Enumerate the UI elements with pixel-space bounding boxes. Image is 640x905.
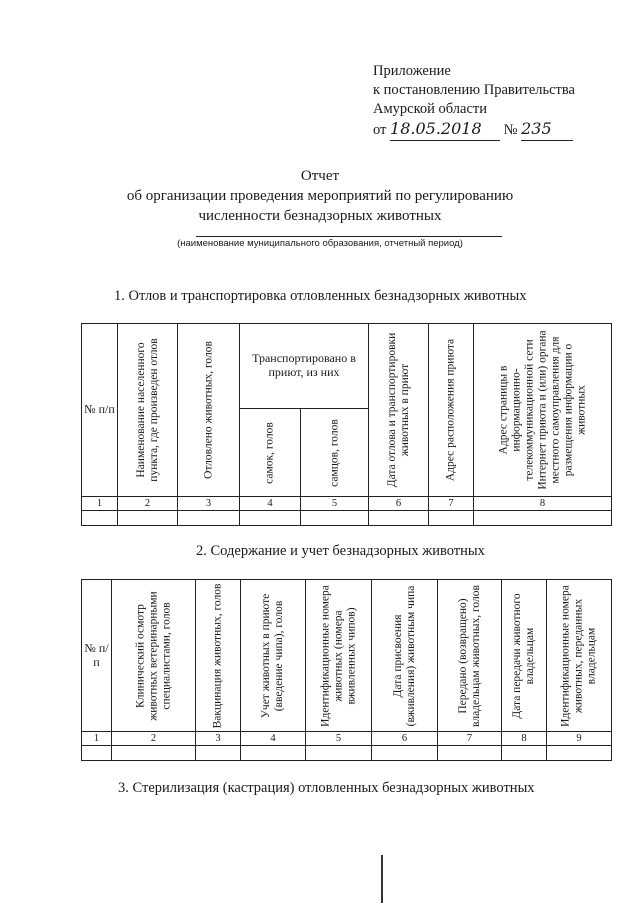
- section2-table: [81, 579, 612, 761]
- section2-heading: 2. Содержание и учет безнадзорных животных: [196, 543, 485, 559]
- s1-header-transported: Транспортировано в приют, из них: [240, 324, 369, 409]
- s1-num-8: 8: [474, 497, 612, 511]
- number-value: 235: [521, 119, 552, 138]
- s1-header-no: № п/п: [82, 324, 118, 497]
- appendix-line-3: Амурской области: [373, 101, 487, 117]
- s2-num-4: 4: [241, 732, 306, 746]
- s2-header-vacc: Вакцинация животных, голов: [196, 580, 241, 732]
- s1-header-locality: Наименование населенного пункта, где произведен отлов: [118, 324, 178, 497]
- s2-num-9: 9: [547, 732, 612, 746]
- s1-num-5: 5: [301, 497, 369, 511]
- s1-header-females: самцов, голов: [301, 409, 369, 497]
- s1-num-6: 6: [369, 497, 429, 511]
- s1-header-date: Дата отлова и транспортировки животных в приют: [369, 324, 429, 497]
- underline-caption: (наименование муниципального образования, отчетный период): [177, 238, 463, 249]
- s2-header-reg: Учет животных в приюте (введение чипа), голов: [241, 580, 306, 732]
- appendix-line-2: к постановлению Правительства: [373, 82, 575, 98]
- s1-header-males: самок, голов: [240, 409, 301, 497]
- s2-header-exam: Клинический осмотр животных ветеринарными специалистами, голов: [112, 580, 196, 732]
- date-prefix: от: [373, 122, 387, 138]
- s2-empty-row: [82, 746, 612, 761]
- date-value: 18.05.2018: [390, 119, 482, 138]
- s2-num-3: 3: [196, 732, 241, 746]
- s2-header-ids-handed: Идентификационные номера животных, переданных владельцам: [547, 580, 612, 732]
- s2-num-5: 5: [306, 732, 372, 746]
- s1-header-caught: Отловлено животных, голов: [178, 324, 240, 497]
- s2-header-no: № п/п: [82, 580, 112, 732]
- number-prefix: №: [503, 122, 518, 138]
- s1-num-2: 2: [118, 497, 178, 511]
- appendix-date-line: [373, 119, 575, 141]
- appendix-block: [373, 62, 575, 141]
- s2-header-date-assign: Дата присвоения (вживления) животным чипа: [372, 580, 438, 732]
- s1-header-web: Адрес страницы в информационно-телекоммуникационной сети Интернет приюта и (или) органа местного самоуправления для размещения информации о животных: [474, 324, 612, 497]
- s1-num-4: 4: [240, 497, 301, 511]
- report-title: Отчет: [300, 168, 340, 184]
- s2-header-date-handover: Дата передачи животного владельцам: [502, 580, 547, 732]
- section1-table: [81, 323, 612, 526]
- s1-num-3: 3: [178, 497, 240, 511]
- appendix-line-1: Приложение: [373, 63, 451, 79]
- s1-header-address: Адрес расположения приюта: [429, 324, 474, 497]
- scan-mark: [381, 855, 383, 903]
- s2-num-6: 6: [372, 732, 438, 746]
- municipality-underline: [196, 236, 502, 237]
- s1-num-1: 1: [82, 497, 118, 511]
- s2-header-returned: Передано (возвращено) владельцам животных, голов: [438, 580, 502, 732]
- s2-num-2: 2: [112, 732, 196, 746]
- s1-empty-row: [82, 511, 612, 526]
- report-subtitle-2: численности безнадзорных животных: [198, 208, 442, 224]
- section3-heading: 3. Стерилизация (кастрация) отловленных безнадзорных животных: [118, 780, 535, 796]
- s2-num-8: 8: [502, 732, 547, 746]
- report-subtitle-1: об организации проведения мероприятий по регулированию: [126, 188, 514, 204]
- s1-num-7: 7: [429, 497, 474, 511]
- section1-heading: 1. Отлов и транспортировка отловленных безнадзорных животных: [114, 288, 527, 304]
- s2-num-1: 1: [82, 732, 112, 746]
- s2-num-7: 7: [438, 732, 502, 746]
- s2-header-ids: Идентификационные номера животных (номера вживленных чипов): [306, 580, 372, 732]
